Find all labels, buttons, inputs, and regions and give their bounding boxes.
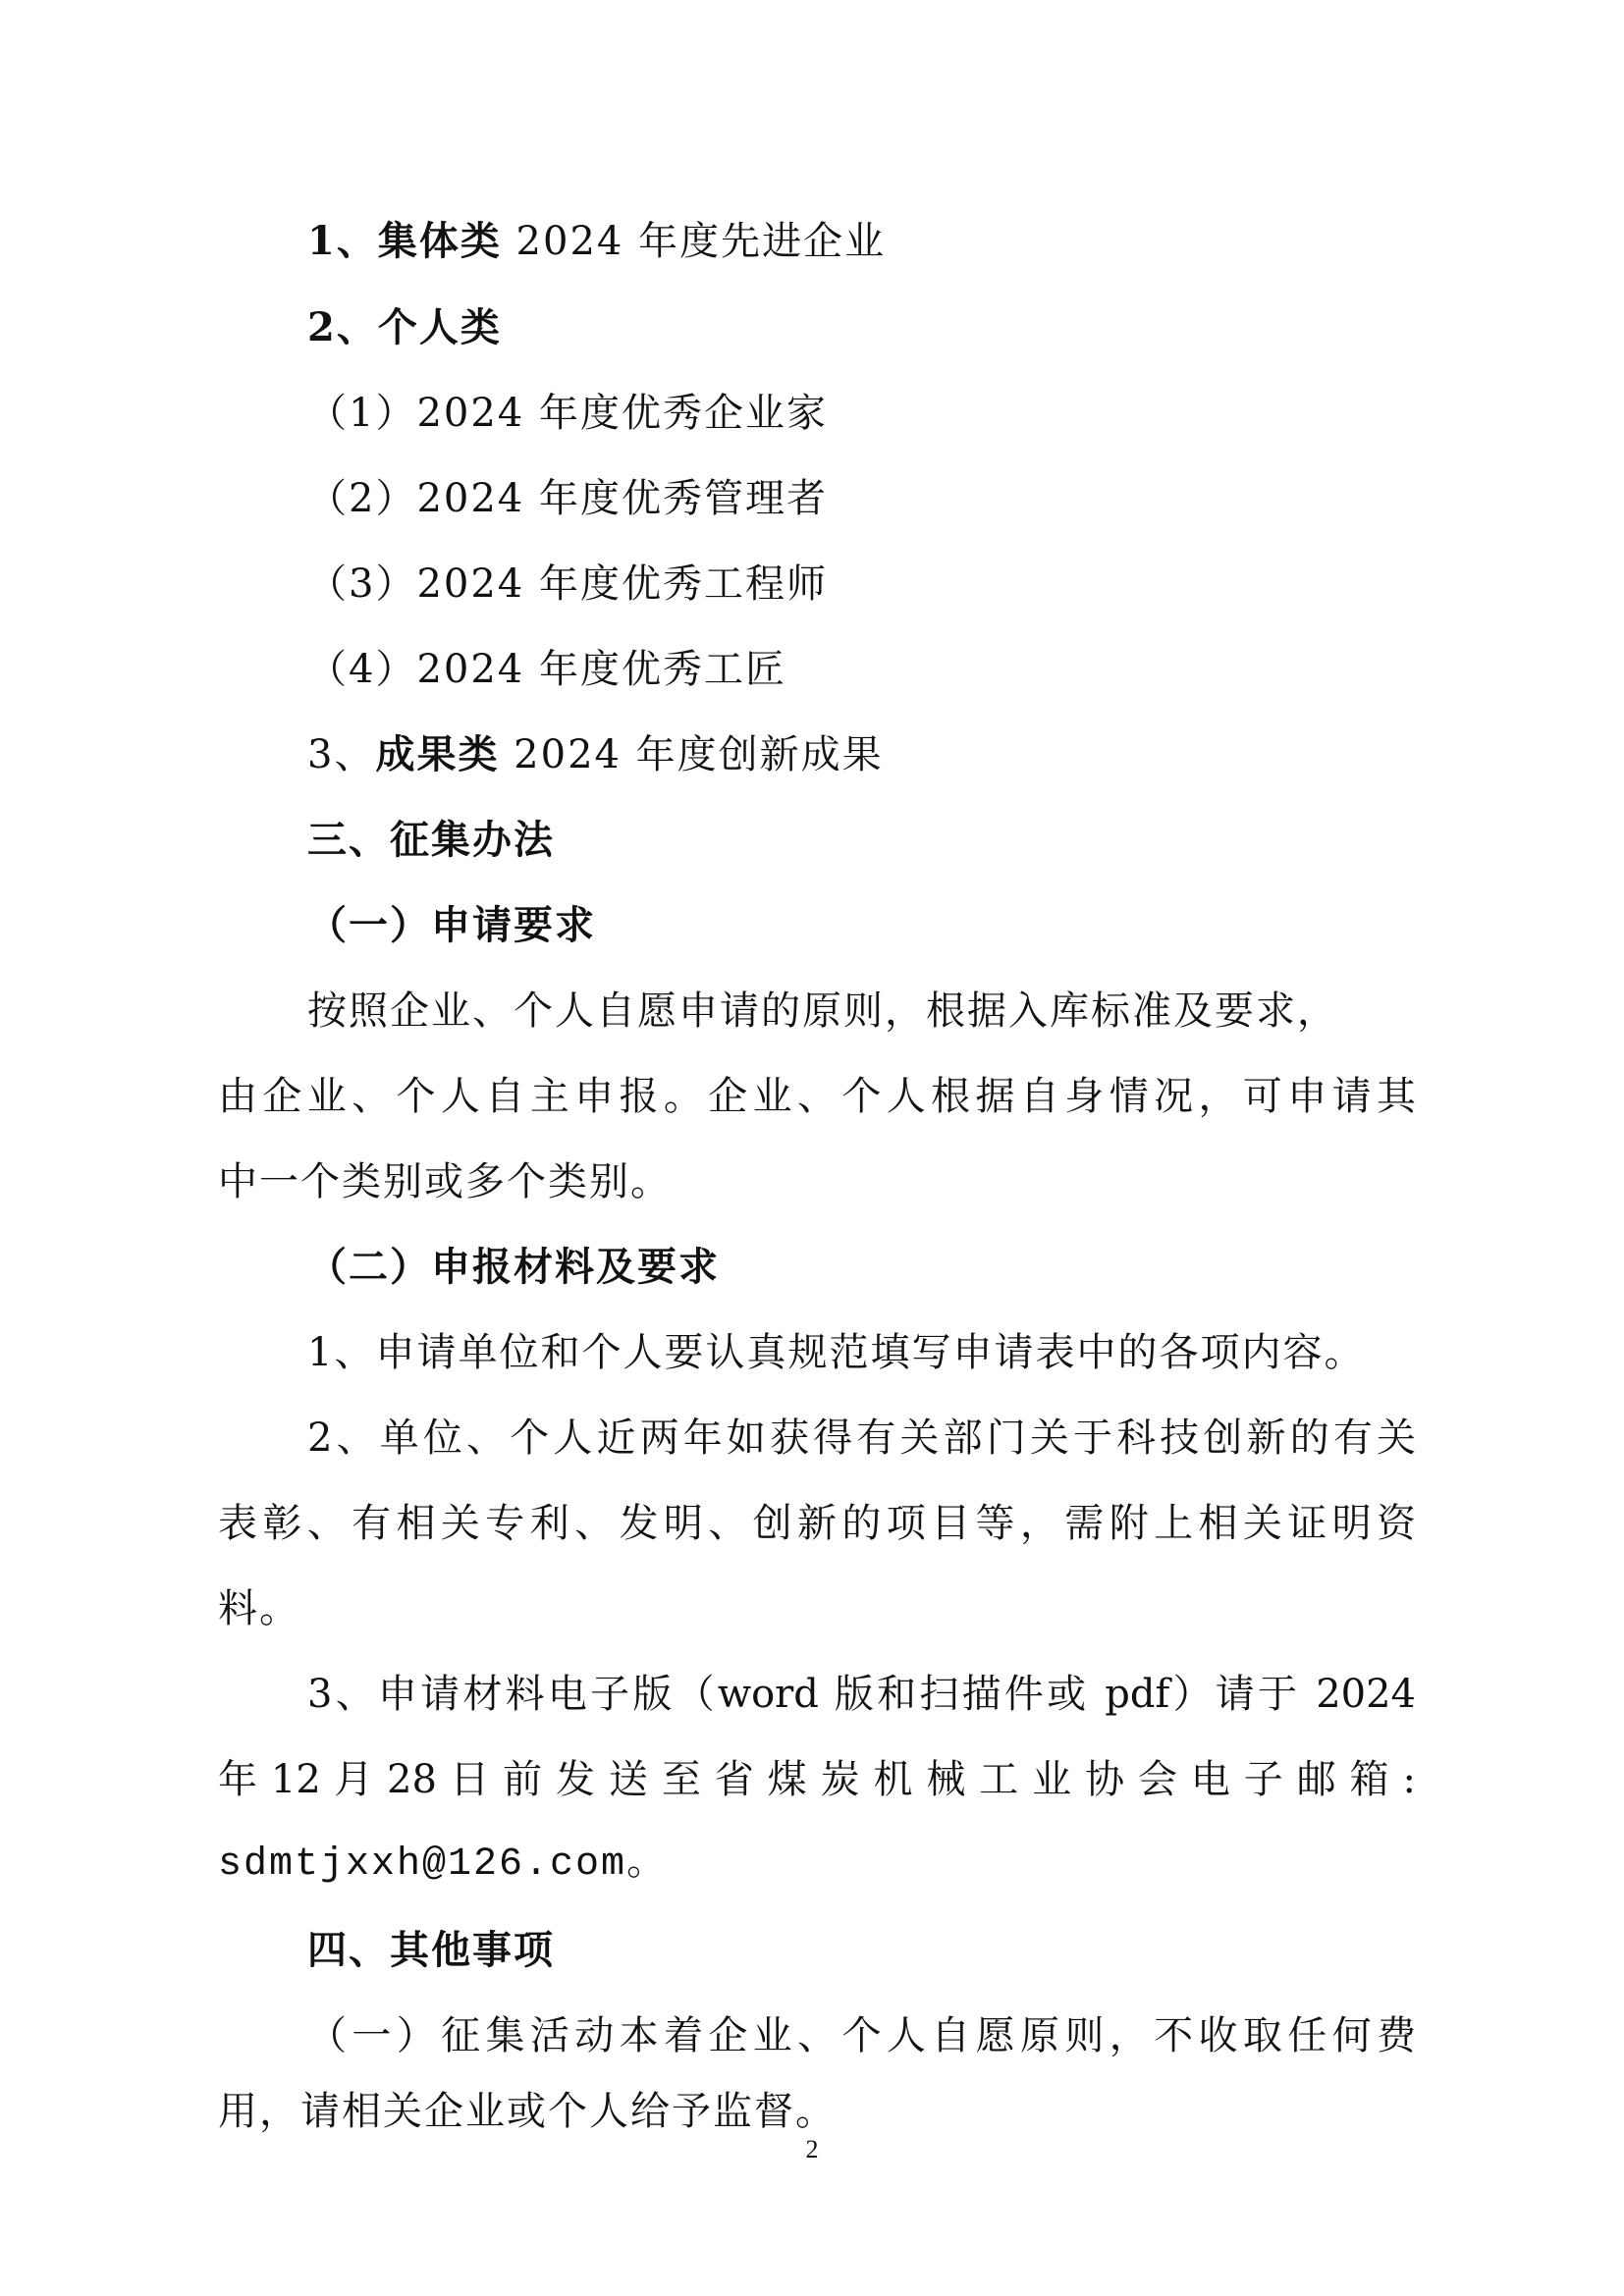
paragraph-line: 表彰、有相关专利、发明、创新的项目等，需附上相关证明资 <box>218 1501 1416 1546</box>
item-text: 2024 年度先进企业 <box>501 219 887 264</box>
paragraph-line: 年 12 月 28 日 前 发 送 至 省 煤 炭 机 械 工 业 协 会 电 子 邮 箱 : <box>218 1757 1416 1802</box>
category-label-collective: 集体类 <box>377 218 502 264</box>
item-individual-category: 2、个人类 <box>307 304 502 350</box>
paragraph-line: 3、申请材料电子版（word 版和扫描件或 pdf）请于 2024 <box>307 1672 1416 1717</box>
sub-item-engineer: （3）2024 年度优秀工程师 <box>307 561 828 607</box>
paragraph-line: 由企业、个人自主申报。企业、个人根据自身情况，可申请其 <box>218 1074 1416 1119</box>
sub-item-manager: （2）2024 年度优秀管理者 <box>307 476 828 521</box>
item-number: 1、 <box>307 218 378 264</box>
item-collective-enterprise <box>307 202 1505 281</box>
paragraph-line: 按照企业、个人自愿申请的原则，根据入库标准及要求， <box>307 988 1338 1034</box>
item-number: 3、 <box>307 732 376 777</box>
sub-item-entrepreneur: （1）2024 年度优秀企业家 <box>307 391 828 436</box>
page-number: 2 <box>805 2135 819 2163</box>
paragraph-line: 中一个类别或多个类别。 <box>218 1159 672 1204</box>
sub-item-craftsman: （4）2024 年度优秀工匠 <box>307 647 786 692</box>
section-heading-collection-method: 三、征集办法 <box>307 817 555 863</box>
paragraph-line: 用，请相关企业或个人给予监督。 <box>218 2089 837 2134</box>
section-heading-other-matters: 四、其他事项 <box>307 1927 555 1973</box>
paragraph-line: 1、申请单位和个人要认真规范填写申请表中的各项内容。 <box>307 1330 1366 1375</box>
category-label-achievement: 成果类 <box>375 731 500 777</box>
paragraph-line: 料。 <box>218 1586 300 1631</box>
item-achievement <box>307 716 1505 794</box>
paragraph-line: 2、单位、个人近两年如获得有关部门关于科技创新的有关 <box>307 1415 1416 1461</box>
subsection-heading-materials: （二）申报材料及要求 <box>307 1244 720 1290</box>
email-address: sdmtjxxh@126.com。 <box>218 1842 669 1887</box>
subsection-heading-application-requirements: （一）申请要求 <box>307 902 596 948</box>
item-text: 2024 年度创新成果 <box>499 732 884 777</box>
paragraph-line: （一）征集活动本着企业、个人自愿原则，不收取任何费 <box>307 2013 1416 2058</box>
